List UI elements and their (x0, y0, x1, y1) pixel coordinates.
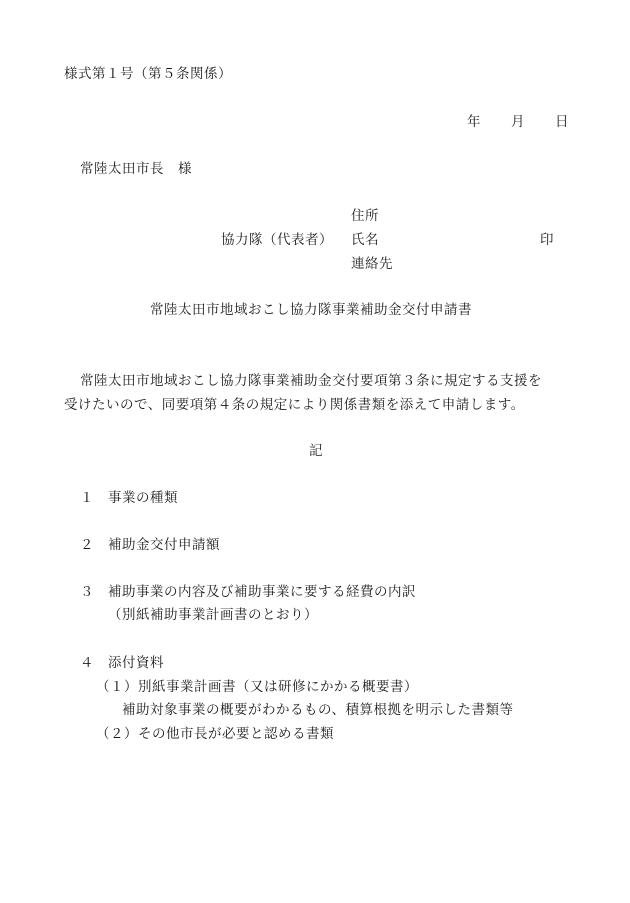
item-2: ２ 補助金交付申請額 (80, 537, 220, 553)
item-4: ４ 添付資料 (80, 655, 164, 671)
addressee: 常陸太田市長 様 (80, 161, 192, 177)
item-4-sub-2: （２）その他市長が必要と認める書類 (96, 726, 334, 742)
item-3: ３ 補助事業の内容及び補助事業に要する経費の内訳 (80, 584, 416, 600)
item-4-sub-1: （１）別紙事業計画書（又は研修にかかる概要書） (96, 679, 418, 695)
contact-label: 連絡先 (351, 256, 393, 272)
date-year-label: 年 (467, 114, 481, 130)
item-1: １ 事業の種類 (80, 490, 178, 506)
seal-label: 印 (540, 232, 554, 248)
name-label: 氏名 (351, 232, 379, 248)
ki-label: 記 (309, 443, 323, 459)
item-4-sub-1-note: 補助対象事業の概要がわかるもの、積算根拠を明示した書類等 (122, 702, 514, 718)
form-number: 様式第１号（第５条関係） (64, 66, 232, 82)
address-label: 住所 (351, 208, 379, 224)
item-3-note: （別紙補助事業計画書のとおり） (108, 607, 318, 623)
date-day-label: 日 (555, 114, 569, 130)
document-title: 常陸太田市地域おこし協力隊事業補助金交付申請書 (150, 302, 472, 318)
applicant-role-label: 協力隊（代表者） (221, 232, 333, 248)
body-line-2: 受けたいので、同要項第４条の規定により関係書類を添えて申請します。 (64, 397, 525, 413)
date-month-label: 月 (511, 114, 525, 130)
body-line-1: 常陸太田市地域おこし協力隊事業補助金交付要項第３条に規定する支援を (80, 373, 542, 389)
